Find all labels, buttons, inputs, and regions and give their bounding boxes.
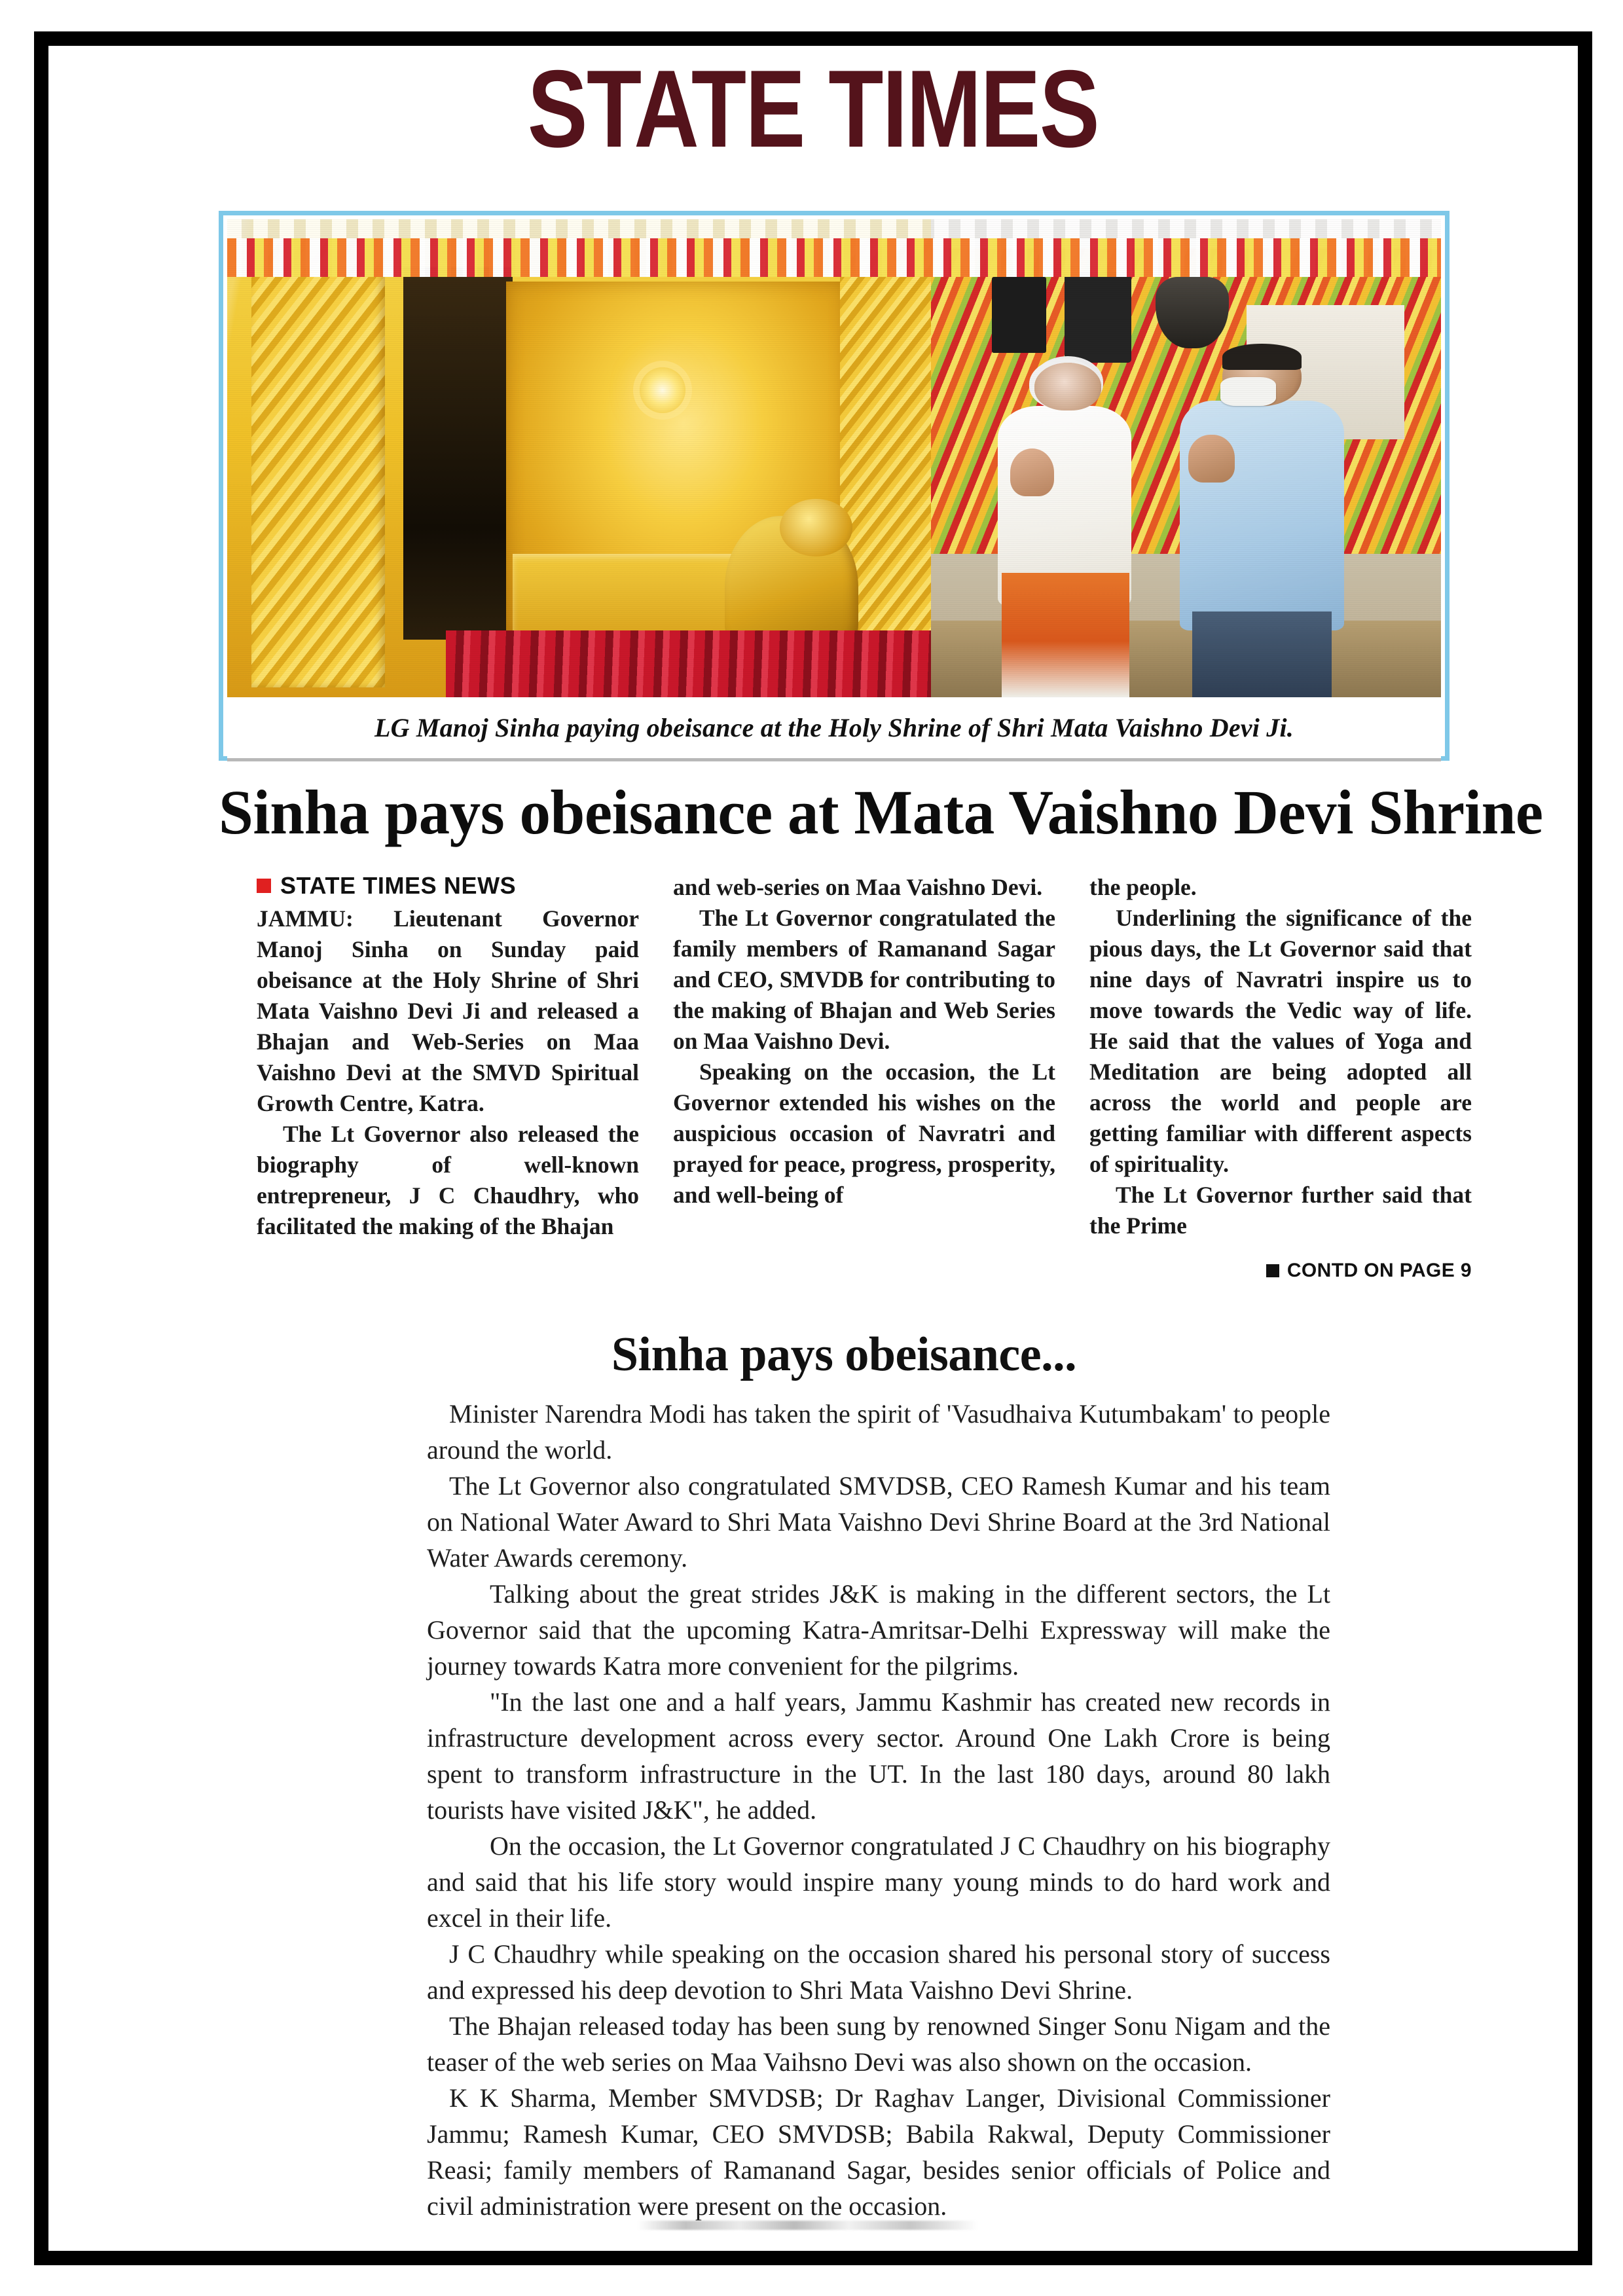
byline (257, 872, 639, 900)
byline-bullet-icon (257, 879, 271, 893)
masthead (48, 47, 1578, 170)
paragraph: The Lt Governor congratulated the family members of Ramanand Sagar and CEO, SMVDB for contributing to the making of Bhajan and Web Series on Maa Vaishno Devi. (673, 905, 1055, 1054)
paragraph: Speaking on the occasion, the Lt Governor extended his wishes on the auspicious occasion of Navratri and prayed for peace, progress, prosperity, and well-being of (673, 1059, 1055, 1208)
paragraph: On the occasion, the Lt Governor congratulated J C Chaudhry on his biography and said that his life story would inspire many young minds to do hard work and excel in their life. (427, 1831, 1330, 1933)
jump-headline: Sinha pays obeisance... (611, 1328, 1077, 1381)
photo-caption: LG Manoj Sinha paying obeisance at the Holy Shrine of Shri Mata Vaishno Devi Ji. (374, 713, 1294, 742)
paragraph: and web-series on Maa Vaishno Devi. (673, 874, 1043, 900)
paragraph: JAMMU: Lieutenant Governor Manoj Sinha on Sunday paid obeisance at the Holy Shrine of Shri Mata Vaishno Devi Ji and released a Bhajan and Web-Series on Maa Vaishno Devi at the SMVD Spiritual Growth Centre, Katra. (257, 905, 639, 1116)
continued-label: CONTD ON PAGE 9 (1286, 1260, 1472, 1281)
page-sheet (48, 46, 1578, 2251)
paragraph: Talking about the great strides J&K is making in the different sectors, the Lt Governor said that the upcoming Katra-Amritsar-Delhi Expressway will make the journey towards Katra more convenient for the pilgrims. (427, 1579, 1330, 1681)
paragraph: K K Sharma, Member SMVDSB; Dr Raghav Langer, Divisional Commissioner Jammu; Ramesh Kumar, CEO SMVDSB; Babila Rakwal, Deputy Commissioner Reasi; family members of Ramanand Sagar, besides senior officials of Police and civil administration were present on the occasion. (427, 2083, 1330, 2221)
paragraph: Underlining the significance of the pious days, the Lt Governor said that nine days of Navratri inspire us to move towards the Vedic way of life. He said that the values of Yoga and Meditation are being adopted all across the world and people are getting familiar with different aspects of spirituality. (1089, 905, 1472, 1177)
paragraph: the people. (1089, 874, 1197, 900)
paragraph: J C Chaudhry while speaking on the occasion shared his personal story of success and expressed his deep devotion to Shri Mata Vaishno Devi Shrine. (427, 1939, 1330, 2005)
page-border-frame (34, 31, 1592, 2265)
clipped-text-remnant (638, 2221, 978, 2230)
masthead-title: STATE TIMES (527, 47, 1099, 170)
article-headline: Sinha pays obeisance at Mata Vaishno Devi Shrine (219, 777, 1543, 847)
article-columns (257, 872, 1473, 1282)
paragraph: The Lt Governor further said that the Prime (1089, 1182, 1472, 1239)
article-column-2 (673, 872, 1055, 1282)
continued-marker (1089, 1260, 1472, 1282)
article-column-1 (257, 872, 639, 1282)
paragraph: The Lt Governor also congratulated SMVDSB, CEO Ramesh Kumar and his team on National Water Award to Shri Mata Vaishno Devi Shrine Board at the 3rd National Water Awards ceremony. (427, 1471, 1330, 1573)
paragraph: "In the last one and a half years, Jammu Kashmir has created new records in infrastructure development across every sector. Around One Lakh Crore is being spent to transform infrastructure in the UT. In the last 180 days, around 80 lakh tourists have visited J&K", he added. (427, 1687, 1330, 1825)
photo-block (219, 211, 1450, 761)
paragraph: Minister Narendra Modi has taken the spirit of 'Vasudhaiva Kutumbakam' to people around the world. (427, 1399, 1330, 1465)
print-halftone-grain (227, 219, 1441, 697)
jump-body (427, 1396, 1330, 2224)
paragraph: The Bhajan released today has been sung by renowned Singer Sonu Nigam and the teaser of the web series on Maa Vaihsno Devi was also shown on the occasion. (427, 2011, 1330, 2077)
article-column-3 (1089, 872, 1472, 1282)
byline-text: STATE TIMES NEWS (280, 872, 517, 899)
photo-caption-bar (227, 697, 1441, 761)
paragraph: The Lt Governor also released the biography of well-known entrepreneur, J C Chaudhry, who facilitated the making of the Bhajan (257, 1121, 639, 1239)
news-photograph (227, 219, 1441, 697)
continued-bullet-icon (1266, 1264, 1279, 1277)
